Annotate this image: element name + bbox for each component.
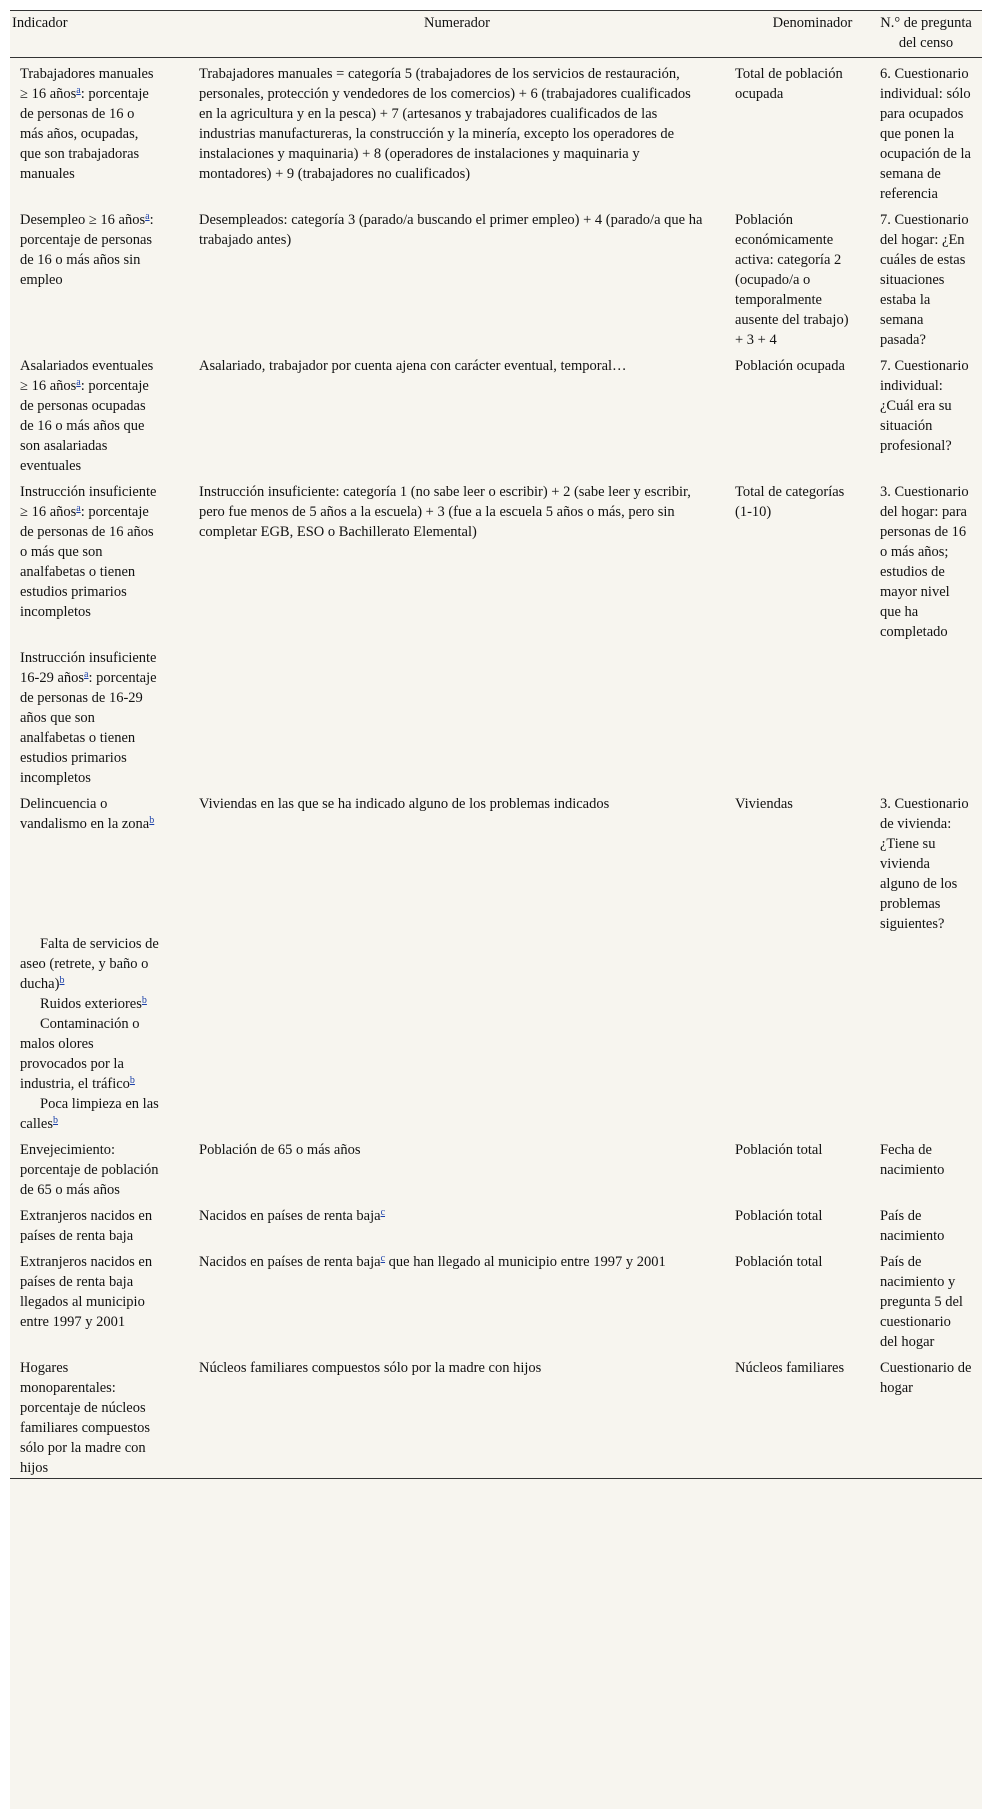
indicator-cell: [10, 58, 189, 205]
indicator-cell: [10, 350, 189, 476]
denominator-cell: Total de categorías (1-10): [735, 484, 845, 520]
numerator-cell: [189, 1014, 725, 1094]
footnote-link[interactable]: b: [141, 995, 147, 1006]
table-row: [10, 1246, 982, 1352]
indicator-text: Instrucción insuficiente ≥ 16 años: [20, 484, 157, 520]
indicator-text-rest: : porcentaje de personas ocupadas de 16 o más años que son asalariadas eventuales: [20, 378, 149, 474]
numerator-cell: [189, 642, 725, 788]
indicator-text: Falta de servicios de aseo (retrete, y baño o ducha): [20, 936, 159, 992]
indicator-cell: [10, 1014, 189, 1094]
indicator-cell: Hogares monoparentales: porcentaje de núcleos familiares compuestos sólo por la madre con hijos: [20, 1360, 151, 1476]
indicator-text: Ruidos exteriores: [40, 996, 142, 1012]
indicator-text: Delincuencia o vandalismo en la zona: [20, 796, 150, 832]
indicator-text: Contaminación o malos olores provocados por la industria, el tráfico: [20, 1016, 140, 1092]
numerator-cell: [189, 1246, 725, 1352]
header-denominador: Denominador: [772, 15, 853, 31]
numerator-cell: Instrucción insuficiente: categoría 1 (no sabe leer o escribir) + 2 (sabe leer y escribir, pero fue menos de 5 años a la escuela) + 3 (fue a la escuela 5 años o más, pero sin completar EGB, ESO o Bachillerato Elemental): [199, 484, 691, 540]
numerator-cell: [189, 934, 725, 994]
indicator-text: Poca limpieza en las calles: [20, 1096, 159, 1132]
question-cell: [870, 1014, 982, 1094]
denominator-cell: [725, 642, 870, 788]
numerator-cell: Desempleados: categoría 3 (parado/a buscando el primer empleo) + 4 (parado/a que ha trabajado antes): [199, 212, 703, 248]
denominator-cell: Núcleos familiares: [735, 1360, 845, 1376]
indicator-cell: [10, 994, 189, 1014]
question-cell: 7. Cuestionario del hogar: ¿En cuáles de estas situaciones estaba la semana pasada?: [880, 212, 969, 348]
indicator-cell: [10, 788, 189, 934]
table-header-row: [10, 11, 982, 58]
question-cell: País de nacimiento y pregunta 5 del cuestionario del hogar: [880, 1254, 963, 1350]
table-row: [10, 788, 982, 934]
numerator-cell: [189, 1094, 725, 1134]
numerator-text: Nacidos en países de renta baja: [199, 1254, 381, 1270]
denominator-cell: Población ocupada: [735, 358, 845, 374]
footnote-link[interactable]: c: [380, 1253, 386, 1264]
table-row: [10, 994, 982, 1014]
footnote-link[interactable]: b: [149, 815, 155, 826]
table-row: [10, 476, 982, 642]
indicator-cell: [10, 1094, 189, 1134]
indicator-cell: Extranjeros nacidos en países de renta baja llegados al municipio entre 1997 y 2001: [20, 1254, 153, 1330]
question-cell: 3. Cuestionario del hogar: para personas de 16 o más años; estudios de mayor nivel que ha completado: [880, 484, 969, 640]
numerator-cell: Viviendas en las que se ha indicado alguno de los problemas indicados: [199, 796, 610, 812]
table-row: [10, 934, 982, 994]
denominator-cell: Población total: [735, 1208, 823, 1224]
table-row: [10, 58, 982, 205]
table-row: [10, 1014, 982, 1094]
indicator-text: Desempleo ≥ 16 años: [20, 212, 146, 228]
question-cell: 6. Cuestionario individual: sólo para ocupados que ponen la ocupación de la semana de referencia: [880, 66, 971, 202]
table-row: [10, 1134, 982, 1200]
indicator-cell: Envejecimiento: porcentaje de población de 65 o más años: [20, 1142, 159, 1198]
question-cell: Cuestionario de hogar: [880, 1360, 972, 1396]
numerator-cell: Asalariado, trabajador por cuenta ajena con carácter eventual, temporal…: [199, 358, 627, 374]
footnote-link[interactable]: b: [59, 975, 65, 986]
denominator-cell: [725, 994, 870, 1014]
table-row: [10, 1094, 982, 1134]
table-row: [10, 204, 982, 350]
header-pregunta: N.° de pregunta del censo: [880, 15, 972, 51]
question-cell: País de nacimiento: [880, 1208, 945, 1244]
question-cell: [870, 934, 982, 994]
numerator-cell: Población de 65 o más años: [199, 1142, 361, 1158]
table-row: [10, 642, 982, 788]
table-row: [10, 1200, 982, 1246]
denominator-cell: Población total: [735, 1254, 823, 1270]
header-indicador: Indicador: [12, 15, 68, 31]
footnote-link[interactable]: a: [76, 85, 81, 96]
indicator-cell: [10, 934, 189, 994]
footnote-link[interactable]: b: [129, 1075, 135, 1086]
header-numerador: Numerador: [423, 15, 491, 31]
footnote-link[interactable]: a: [76, 377, 81, 388]
indicator-text-rest: : porcentaje de personas de 16-29 años que son analfabetas o tienen estudios primarios incompletos: [20, 670, 157, 786]
denominator-cell: Viviendas: [735, 796, 793, 812]
denominator-cell: Población total: [735, 1142, 823, 1158]
table-container: [10, 10, 982, 1809]
indicator-text-rest: : porcentaje de personas de 16 años o más que son analfabetas o tienen estudios primarios incompletos: [20, 504, 154, 620]
indicator-cell: Extranjeros nacidos en países de renta baja: [20, 1208, 153, 1244]
indicator-cell: [10, 204, 189, 350]
numerator-cell: Trabajadores manuales = categoría 5 (trabajadores de los servicios de restauración, personales, protección y vendedores de los comercios) + 6 (trabajadores cualificados en la agricultura y en la pesca) + 7 (artesanos y trabajadores cualificados de las industrias manufactureras, la construcción y la minería, excepto los operadores de instalaciones y maquinaria) + 8 (operadores de instalaciones y maquinaria y montadores) + 9 (trabajadores no cualificados): [199, 66, 691, 182]
denominator-cell: [725, 1014, 870, 1094]
footnote-link[interactable]: c: [380, 1207, 386, 1218]
footnote-link[interactable]: b: [53, 1115, 59, 1126]
denominator-cell: Población económicamente activa: categoría 2 (ocupado/a o temporalmente ausente del trabajo) + 3 + 4: [735, 212, 849, 348]
indicators-table: [10, 10, 982, 1479]
question-cell: [870, 1094, 982, 1134]
indicator-text-rest: : porcentaje de personas de 16 o más años, ocupadas, que son trabajadoras manuales: [20, 86, 149, 182]
question-cell: 7. Cuestionario individual: ¿Cuál era su situación profesional?: [880, 358, 969, 454]
question-cell: [870, 642, 982, 788]
question-cell: 3. Cuestionario de vivienda: ¿Tiene su vivienda alguno de los problemas siguientes?: [880, 796, 969, 932]
table-row: [10, 1352, 982, 1479]
footnote-link[interactable]: a: [84, 669, 89, 680]
table-row: [10, 350, 982, 476]
numerator-text-rest: que han llegado al municipio entre 1997 y 2001: [385, 1254, 666, 1270]
denominator-cell: [725, 934, 870, 994]
question-cell: [870, 994, 982, 1014]
footnote-link[interactable]: a: [76, 503, 81, 514]
indicator-text: Instrucción insuficiente 16-29 años: [20, 650, 157, 686]
numerator-cell: [189, 994, 725, 1014]
numerator-cell: [189, 1200, 725, 1246]
denominator-cell: Total de población ocupada: [735, 66, 843, 102]
indicator-cell: [10, 476, 189, 642]
footnote-link[interactable]: a: [145, 211, 150, 222]
indicator-text: Trabajadores manuales ≥ 16 años: [20, 66, 154, 102]
indicator-text: Asalariados eventuales ≥ 16 años: [20, 358, 154, 394]
indicator-text-rest: : porcentaje de personas de 16 o más años sin empleo: [20, 212, 154, 288]
denominator-cell: [725, 1094, 870, 1134]
numerator-cell: Núcleos familiares compuestos sólo por la madre con hijos: [199, 1360, 542, 1376]
indicator-cell: [10, 642, 189, 788]
numerator-text: Nacidos en países de renta baja: [199, 1208, 381, 1224]
question-cell: Fecha de nacimiento: [880, 1142, 945, 1178]
